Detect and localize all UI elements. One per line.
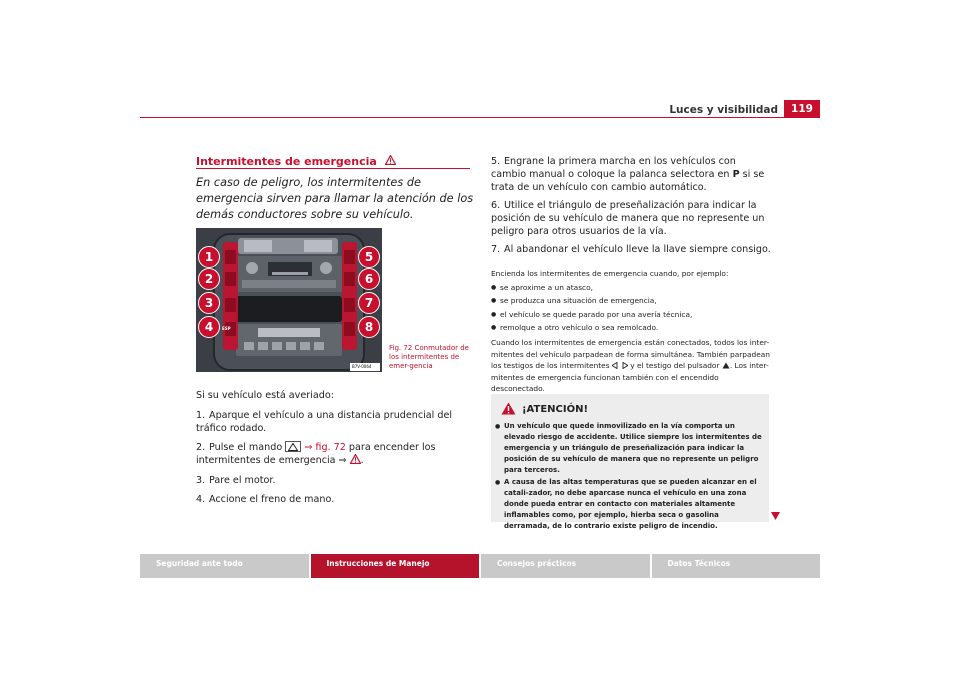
step-3-text: Pare el motor. (209, 474, 276, 486)
warning-heading (501, 402, 588, 415)
header-rule (140, 117, 820, 118)
esp-label: ESP (222, 326, 231, 331)
hazard-triangle-icon (722, 362, 730, 369)
examples-intro: Encienda los intermitentes de emergencia cuando, por ejemplo: (491, 269, 729, 278)
footer-tab-datos[interactable]: Datos Técnicos (652, 554, 821, 578)
step-2-num: 2. (196, 442, 206, 453)
step-3-num: 3. (196, 474, 206, 486)
footer-tab-consejos[interactable]: Consejos prácticos (481, 554, 650, 578)
warning-item-2: ● A causa de las altas temperaturas que se pueden alcanzar en el catali-zador, no debe aparcase nunca el vehículo en una zona donde pueda entrar en contacto con materiales altamente inflamables como, por ejemplo, hierba seca o gasolina derramada, de lo contrario existe peligro de incendio. (495, 477, 767, 532)
step-2: 2. Pulse el mando ⇒ fig. 72 para encender los intermitentes de emergencia ⇒ . (196, 442, 436, 466)
step-2-text-b: para encender los intermitentes de emergencia ⇒ (196, 442, 436, 466)
examples-paragraph-c: . Los inter-mitentes de emergencia funcionan también con el encendido desconectado. (491, 361, 769, 394)
step-5-text-a: Engrane la primera marcha en los vehículos con cambio manual o coloque la palanca selectora en (491, 156, 736, 180)
center-console-illustration (196, 228, 382, 372)
footer-tab-instrucciones[interactable]: Instrucciones de Manejo (311, 554, 480, 578)
step-5-num: 5. (491, 156, 501, 167)
step-5 (491, 155, 771, 194)
callout-2 (198, 268, 220, 290)
callout-4 (198, 316, 220, 338)
step-7 (491, 243, 771, 256)
step-6-text: Utilice el triángulo de preseñalización para indicar la posición de su vehículo de manera que no represente un peligro para otros usuarios de la vía. (491, 200, 765, 237)
step-4-num: 4. (196, 494, 206, 505)
step-3 (196, 474, 476, 487)
figure-caption: Fig. 72 Conmutador de los intermitentes de emer-gencia (389, 344, 469, 370)
figure-code: B7V-0064 (352, 364, 372, 369)
warning-item-1: ● Un vehículo que quede inmovilizado en la vía comporta un elevado riesgo de accidente. Utilice siempre los intermitentes de emergencia y un triángulo de preseñalización para indicar la posición de su vehículo de manera que no represente un peligro para terceros. (495, 421, 767, 476)
steps-left (196, 389, 476, 513)
section-intro: En caso de peligro, los intermitentes de emergencia sirven para llamar la atención de los demás conductores sobre su vehículo. (196, 176, 474, 221)
example-item-1: ● se aproxime a un atasco, (491, 282, 771, 294)
callout-3-label: 3 (204, 296, 214, 310)
step-7-text: Al abandonar el vehículo lleve la llave siempre consigo. (504, 244, 771, 255)
footer-tab-seguridad[interactable]: Seguridad ante todo (140, 554, 309, 578)
step-2-text-a: Pulse el mando (209, 442, 283, 453)
step-1-num: 1. (196, 409, 206, 421)
callout-2-label: 2 (204, 272, 214, 286)
callout-4-label: 4 (204, 320, 214, 334)
warning-title: ¡ATENCIÓN! (522, 404, 589, 415)
callout-8-label: 8 (364, 320, 374, 334)
turn-signal-arrows-icon (612, 362, 628, 369)
warning-box (491, 394, 769, 530)
step-4 (196, 493, 476, 506)
next-page-arrow-icon[interactable] (771, 512, 780, 521)
footer-nav (140, 554, 820, 578)
step-7-num: 7. (491, 244, 501, 255)
warning-triangle-icon (385, 155, 396, 165)
examples-paragraph (491, 337, 771, 395)
step-6-num: 6. (491, 200, 501, 211)
callout-7 (358, 292, 380, 314)
warning-triangle-icon (350, 454, 361, 464)
callout-1-label: 1 (204, 250, 214, 264)
step-1 (196, 409, 476, 435)
warning-body (495, 420, 767, 532)
section-rule (196, 168, 470, 169)
step-5-text-b: si se trata de un vehículo con cambio automático. (491, 169, 765, 193)
page-number: 119 (784, 100, 820, 118)
callout-6-label: 6 (364, 272, 374, 286)
callout-3 (198, 292, 220, 314)
steps-right (491, 155, 771, 261)
examples-paragraph-a: Cuando los intermitentes de emergencia están conectados, todos los inter-mitentes del vehículo parpadean de forma simultánea. También parpadean los testigos de los intermitentes (491, 337, 770, 371)
figure-reference-link[interactable]: ⇒ fig. 72 (304, 442, 346, 453)
example-item-2: ● se produzca una situación de emergencia, (491, 295, 771, 307)
step-6 (491, 199, 771, 238)
section-title-text: Intermitentes de emergencia (196, 155, 377, 168)
callout-1 (198, 246, 220, 268)
steps-intro: Si su vehículo está averiado: (196, 390, 334, 401)
hazard-button-icon (285, 441, 301, 452)
example-item-4: ● remolque a otro vehículo o sea remolcado. (491, 322, 771, 334)
center-console-figure (196, 228, 382, 372)
section-title (196, 155, 396, 168)
callout-5 (358, 246, 380, 268)
step-1-text: Aparque el vehículo a una distancia prudencial del tráfico rodado. (196, 409, 453, 434)
callout-7-label: 7 (364, 296, 374, 310)
running-header-title: Luces y visibilidad (669, 104, 778, 116)
warning-triangle-icon (501, 402, 516, 415)
callout-6 (358, 268, 380, 290)
step-4-text: Accione el freno de mano. (209, 494, 335, 505)
callout-8 (358, 316, 380, 338)
examples-paragraph-b: y el testigo del pulsador (630, 361, 720, 371)
gear-p-label: P (732, 169, 740, 180)
callout-5-label: 5 (364, 250, 374, 264)
example-item-3: ● el vehículo se quede parado por una avería técnica, (491, 309, 771, 321)
examples-block (491, 268, 771, 395)
